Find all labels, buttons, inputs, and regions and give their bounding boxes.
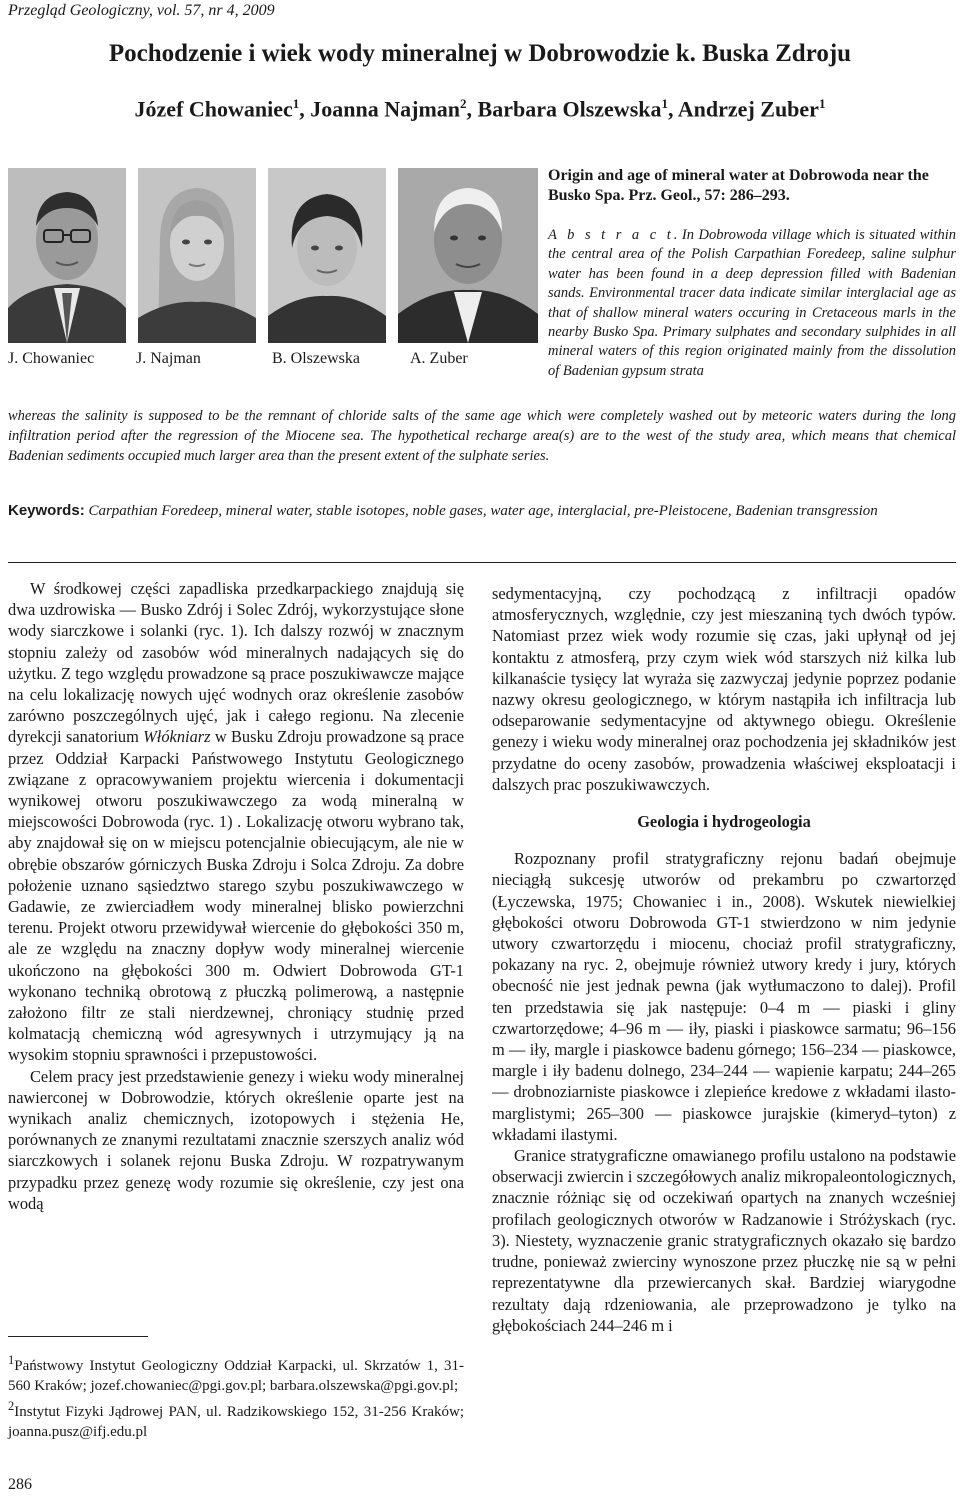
- author-affiliation-mark: 2: [460, 96, 467, 111]
- journal-header: Przegląd Geologiczny, vol. 57, nr 4, 2009: [8, 2, 275, 19]
- author-photo-chowaniec: [8, 168, 126, 343]
- author-affiliation-mark: 1: [818, 96, 826, 111]
- author-separator: ,: [466, 96, 478, 122]
- author-photo-najman: [138, 168, 256, 343]
- body-column-right: [492, 583, 956, 1336]
- author-affiliation-mark: 1: [661, 96, 668, 111]
- photo-caption: J. Chowaniec: [8, 350, 95, 367]
- section-heading: Geologia i hydrogeologia: [637, 812, 811, 832]
- article-title: Pochodzenie i wiek wody mineralnej w Dobrowodzie k. Buska Zdroju: [108, 40, 852, 67]
- author-list: [0, 96, 960, 122]
- sanatorium-name: Włókniarz: [143, 727, 211, 747]
- paragraph: sedymentacyjną, czy pochodzącą z infiltracji opadów atmosferycznych, względnie, czy jest mieszaniną tych dwóch typów. Natomiast przez wiek wody rozumie się czas, jaki upłynął od jej kontaktu z atmosferą, przy czym wiek wód starszych niż kilka lub kilkanaście tysięcy lat wyraża się zazwyczaj jedynie poprzez podanie nazwy okresu geologicznego, w którym nastąpiła ich infiltracja lub odseparowanie sedymentacyjne od aktywnego obiegu. Określenie genezy i wieku wody mineralnej oraz pochodzenia jej składników jest przydatne do oceny zasobów, prowadzenia właściwej eksploatacji i dalszych prac poszukiwawczych.: [492, 584, 956, 794]
- abstract-part-2: whereas the salinity is supposed to be the remnant of chloride salts of the same age which were completely washed out by meteoric waters during the long infiltration period after the regression of the Miocene sea. The hypothetical recharge area(s) are to the west of the study area, which means that chemical Badenian sediments occupied much larger area than the present extent of the sulphate series.: [8, 408, 956, 464]
- photo-caption: J. Najman: [136, 350, 201, 367]
- keywords-label: Keywords:: [8, 502, 85, 519]
- abstract-text: . In Dobrowoda village which is situated within the central area of the Polish Carpathian Foredeep, saline sulphur water has been found in a deep depression filled with Badenian sands. Environmental tracer data indicate similar interglacial age as that of shallow mineral waters occuring in Cretaceous marls in the nearby Busko Spa. Primary sulphates and secondary sulphides in all mineral waters of this region originated mainly from the dissolution of Badenian gypsum strata: [548, 227, 957, 379]
- portrait-woman-short-hair-icon: [268, 168, 386, 343]
- paragraph: Granice stratygraficzne omawianego profilu ustalono na podstawie obserwacji zwiercin i szczegółowych analiz mikropaleontologicznych, znacznie różniąc się od oczekiwań opartych na znanych wcześniej profilach geologicznych otworów w Radzanowie i Stróżyskach (ryc. 3). Niestety, wyznaczenie granic stratygraficznych okazało się bardzo trudne, ponieważ zwierciny wynoszone przez płuczkę nie są w pełni reprezentatywne dla przewiercanych skał. Bardziej wiarygodne rezultaty dają rdzeniowania, ale przeprowadzono je tylko na głębokościach 244–246 m i: [492, 1146, 956, 1335]
- paragraph: Rozpoznany profil stratygraficzny rejonu badań obejmuje nieciągłą sukcesję utworów od prekambru po czwartorzęd (Łyczewska, 1975; Chowaniec i in., 2008). Wskutek niewielkiej głębokości otworu Dobrowoda GT-1 stwierdzono w nim jedynie utwory czwartorzędu i miocenu, chociaż profil stratygraficzny, pokazany na ryc. 2, obejmuje również utwory kredy i jury, których obecność nie jest jednak pewna (jak wytłumaczono to dalej). Profil ten przedstawia się jak następuje: 0–4 m — piaski i gliny czwartorzędowe; 4–96 m — iły, piaski i piaskowce sarmatu; 96–156 m — iły, margle i piaskowce badenu górnego; 156–234 — piaskowce, margle i iły badenu dolnego, 234–244 — wapienie karpatu; 244–265 — drobnoziarniste piaskowce i zlepieńce kredowe z wkładami ilasto-marglistymi; 265–300 — piaskowce jurajskie (kimeryd–tyton) z wkładami ilastymi.: [492, 849, 956, 1144]
- author-name: Andrzej Zuber: [677, 96, 819, 122]
- body-column-left: [8, 578, 464, 1214]
- paragraph-text: W środkowej części zapadliska przedkarpackiego znajdują się dwa uzdrowiska — Busko Zdrój i Solec Zdrój, wykorzystujące słone wody siarczkowe i solanki (ryc. 1). Ich dalszy rozwój w znacznym stopniu zależy od zasobów wód mineralnych nadających się do użytku. Z tego względu prowadzone są prace poszukiwawcze mające na celu lokalizację nowych ujęć wodnych oraz określenie zasobów zarówno poszczególnych ujęć, jak i całego regionu. Na zlecenie dyrekcji sanatorium: [8, 579, 464, 747]
- keywords: [8, 500, 956, 522]
- abstract-part-1: [548, 226, 956, 381]
- author-separator: ,: [299, 96, 311, 122]
- photo-caption: A. Zuber: [410, 350, 468, 367]
- author-photo-zuber: [398, 168, 538, 343]
- author-separator: ,: [668, 96, 678, 122]
- author-affiliation-mark: 1: [292, 96, 300, 111]
- section-divider: [8, 562, 956, 563]
- paragraph: Celem pracy jest przedstawienie genezy i wieku wody mineralnej nawierconej w Dobrowodzie, których określenie oparte jest na wynikach analiz chemicznych, izotopowych i stężenia He, porównanych ze znanymi rezultatami znacznie szerszych analiz wód siarczkowych i solanek rejonu Buska Zdroju. W rozpatrywanym przypadku przez genezę wody rozumie się określenie, czy jest ona wodą: [8, 1066, 464, 1213]
- footnote-text: Państwowy Instytut Geologiczny Oddział Karpacki, ul. Skrzatów 1, 31-560 Kraków; jozef.chowaniec@pgi.gov.pl; barbara.olszewska@pgi.gov.pl;: [8, 1358, 464, 1394]
- keywords-text: Carpathian Foredeep, mineral water, stable isotopes, noble gases, water age, interglacial, pre-Pleistocene, Badenian transgression: [88, 503, 878, 519]
- footnote-mark: 1: [8, 1353, 15, 1367]
- abstract-label: A b s t r a c t: [548, 227, 674, 243]
- author-name: Józef Chowaniec: [134, 96, 293, 122]
- footnote: [8, 1396, 464, 1442]
- page-number: 286: [8, 1476, 32, 1493]
- portrait-woman-long-hair-icon: [138, 168, 256, 343]
- author-name: Joanna Najman: [310, 96, 461, 122]
- footnote-text: Instytut Fizyki Jądrowej PAN, ul. Radzikowskiego 152, 31-256 Kraków; joanna.pusz@ifj.edu.pl: [8, 1404, 464, 1440]
- photo-caption: B. Olszewska: [272, 350, 360, 367]
- paragraph-text: w Busku Zdroju prowadzone są prace przez Oddział Karpacki Państwowego Instytutu Geologicznego związane z opracowywaniem projektu wiercenia i dokumentacji wynikowej otworu poszukiwawczego za wodą mineralną w miejscowości Dobrowoda (ryc. 1) . Lokalizację otworu wybrano tak, aby znajdował się on w miejscu potencjalnie obiecującym, ale nie w obrębie obszarów górniczych Buska Zdroju i Solca Zdroju. Za dobre położenie uznano sąsiedztwo starego szybu poszukiwawczego w Gadawie, ze zwierciadłem wody mineralnej blisko powierzchni terenu. Projekt otworu przewidywał wiercenie do głębokości 350 m, ale ze względu na znaczny dopływ wody mineralnej wiercenie ukończono na głębokości 300 m. Odwiert Dobrowoda GT-1 wykonano techniką obrotową z płuczką polimerową, a następnie założono filtr ze stali nierdzewnej, chroniący studnię przed kolmatacją chemiczną wód agresywnych i utrzymujący ją na wysokim stopniu sprawności i przepustowości.: [8, 727, 464, 1065]
- footnotes: [8, 1350, 464, 1442]
- footnote: [8, 1350, 464, 1396]
- footnote-divider: [8, 1336, 148, 1337]
- portrait-man-glasses-icon: [8, 168, 126, 343]
- author-name: Barbara Olszewska: [477, 96, 662, 122]
- author-photo-olszewska: [268, 168, 386, 343]
- paragraph: [8, 578, 464, 1066]
- footnote-mark: 2: [8, 1399, 15, 1413]
- portrait-man-grey-hair-icon: [398, 168, 538, 343]
- english-citation: Origin and age of mineral water at Dobrowoda near the Busko Spa. Prz. Geol., 57: 286–293.: [548, 167, 929, 204]
